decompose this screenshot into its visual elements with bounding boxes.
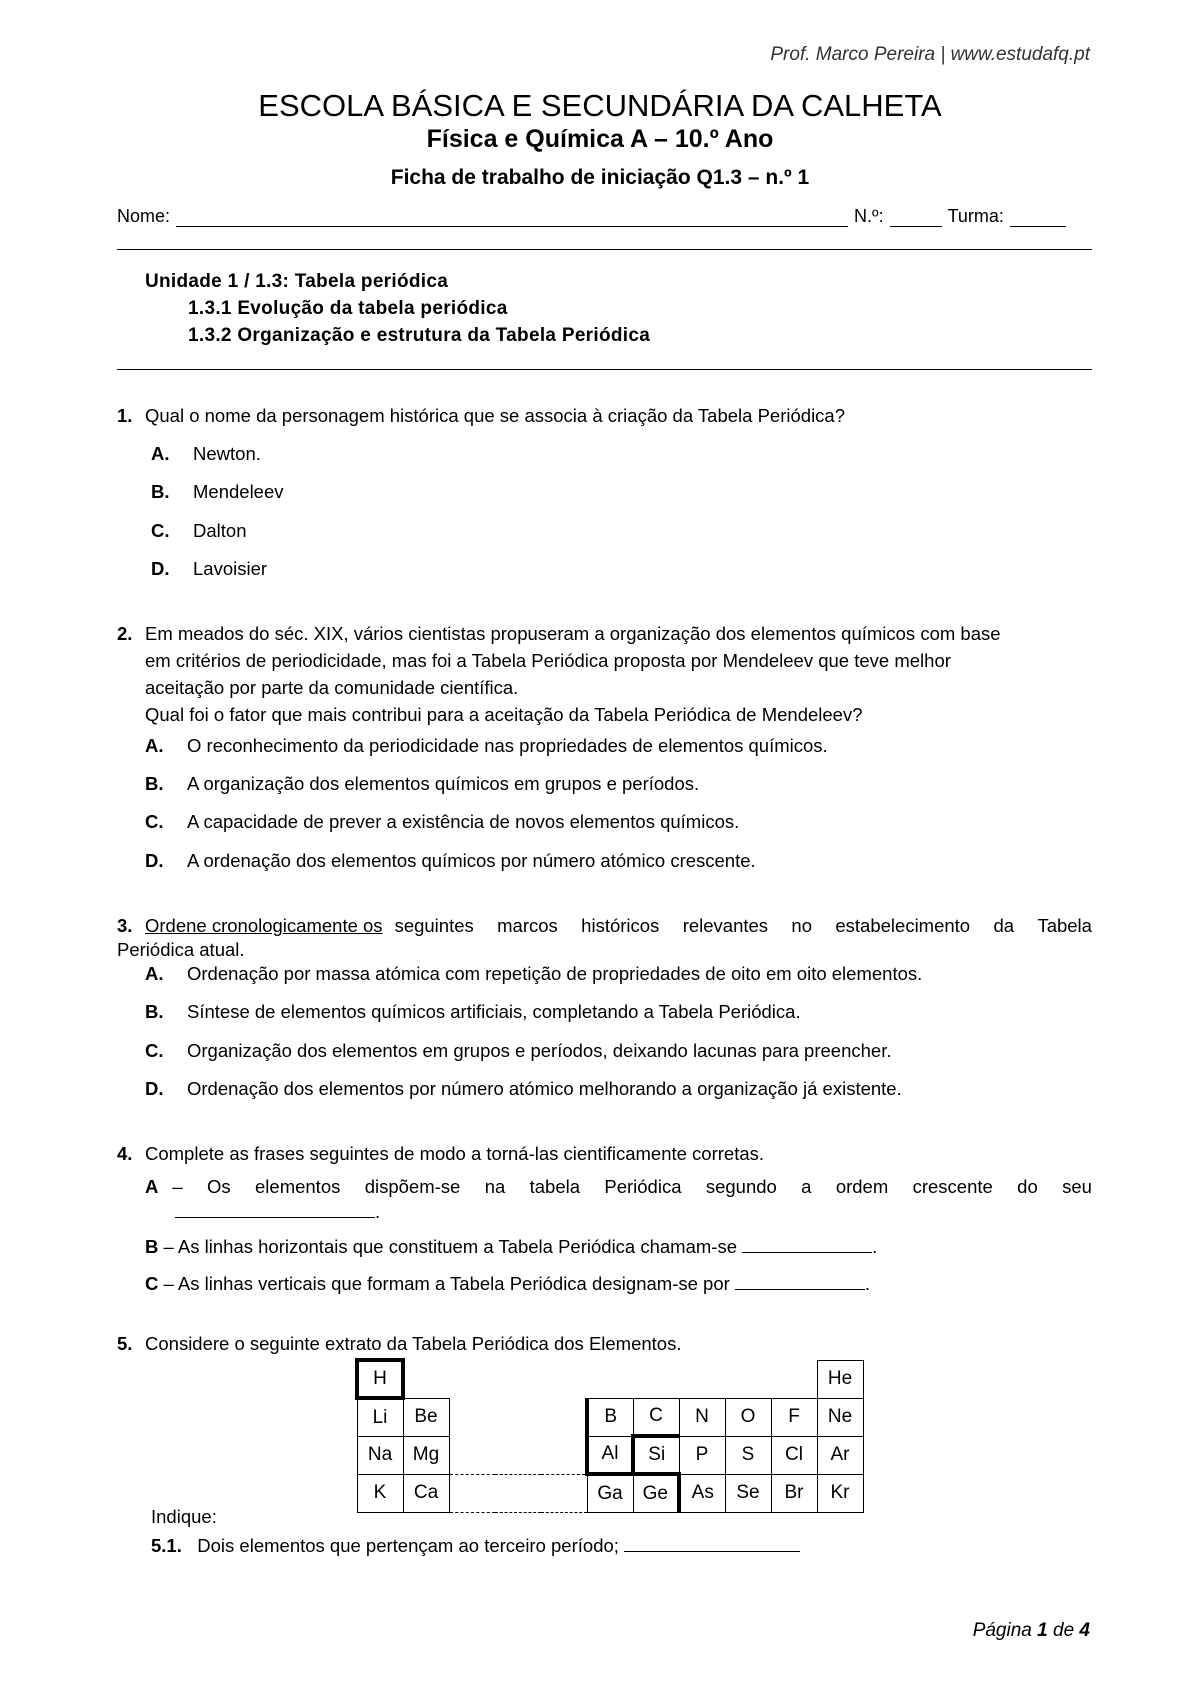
q2-option-c[interactable]: C. A capacidade de prever a existência de novos elementos químicos. xyxy=(145,811,740,832)
number-label: N.º: xyxy=(854,206,884,226)
question-number: 3. xyxy=(117,915,133,936)
question-2 xyxy=(117,620,1092,728)
question-text-line: em critérios de periodicidade, mas foi a Tabela Periódica proposta por Mendeleev que teve melhor xyxy=(145,650,951,671)
question-text: seguintes marcos históricos relevantes no estabelecimento da Tabela xyxy=(394,915,1092,936)
class-field[interactable] xyxy=(1010,208,1066,227)
element-P: P xyxy=(679,1436,725,1474)
question-5-1: 5.1. Dois elementos que pertençam ao terceiro período; xyxy=(151,1534,800,1557)
q4-sentence-a: A – Os elementos dispõem-se na tabela Periódica segundo a ordem crescente do seu . xyxy=(145,1176,1092,1222)
question-number: 2. xyxy=(117,623,133,644)
q3-option-d[interactable]: D. Ordenação dos elementos por número atómico melhorando a organização já existente. xyxy=(145,1078,902,1099)
class-label: Turma: xyxy=(947,206,1004,226)
question-text: Considere o seguinte extrato da Tabela Periódica dos Elementos. xyxy=(145,1333,682,1354)
element-Na: Na xyxy=(357,1436,403,1474)
question-text: Complete as frases seguintes de modo a torná-las cientificamente corretas. xyxy=(145,1143,765,1164)
q3-option-b[interactable]: B. Síntese de elementos químicos artificiais, completando a Tabela Periódica. xyxy=(145,1001,801,1022)
element-C: C xyxy=(633,1398,679,1436)
name-label: Nome: xyxy=(117,206,171,226)
question-emphasis: Ordene cronologicamente os xyxy=(145,915,383,936)
unit-title: Unidade 1 / 1.3: Tabela periódica xyxy=(145,271,449,292)
element-K: K xyxy=(357,1474,403,1512)
element-Ca: Ca xyxy=(403,1474,449,1512)
q2-option-d[interactable]: D. A ordenação dos elementos químicos por número atómico crescente. xyxy=(145,850,756,871)
name-field[interactable] xyxy=(176,208,848,227)
q4-sentence-b: B – As linhas horizontais que constituem a Tabela Periódica chamam-se . xyxy=(145,1236,878,1257)
sheet-title: Ficha de trabalho de iniciação Q1.3 – n.º 1 xyxy=(390,166,810,189)
divider xyxy=(117,249,1092,250)
element-Se: Se xyxy=(725,1474,771,1512)
question-text-line: Periódica atual. xyxy=(117,939,245,960)
page-total: 4 xyxy=(1079,1620,1090,1641)
question-5 xyxy=(117,1330,1092,1357)
page-footer: Página 1 de 4 xyxy=(972,1620,1090,1641)
question-number: 4. xyxy=(117,1143,133,1164)
unit-sub1: 1.3.1 Evolução da tabela periódica xyxy=(188,298,508,319)
q1-option-a[interactable]: A. Newton. xyxy=(151,443,261,464)
question-1 xyxy=(117,402,1092,429)
element-Mg: Mg xyxy=(403,1436,449,1474)
q1-option-b[interactable]: B. Mendeleev xyxy=(151,481,284,502)
q4-sentence-c: C – As linhas verticais que formam a Tabela Periódica designam-se por . xyxy=(145,1273,871,1294)
indique-label: Indique: xyxy=(151,1506,217,1527)
q1-option-c[interactable]: C. Dalton xyxy=(151,520,247,541)
element-Kr: Kr xyxy=(817,1474,863,1512)
element-Li: Li xyxy=(357,1398,403,1436)
school-title: ESCOLA BÁSICA E SECUNDÁRIA DA CALHETA xyxy=(258,88,942,123)
divider xyxy=(117,369,1092,370)
question-number: 5. xyxy=(117,1333,133,1354)
question-4 xyxy=(117,1140,1092,1167)
element-As: As xyxy=(679,1474,725,1512)
page-number: 1 xyxy=(1037,1620,1048,1641)
answer-blank-5-1[interactable] xyxy=(624,1534,800,1552)
answer-blank-b[interactable] xyxy=(742,1235,872,1253)
unit-sub2: 1.3.2 Organização e estrutura da Tabela Periódica xyxy=(188,325,651,346)
question-text-line: Em meados do séc. XIX, vários cientistas propuseram a organização dos elementos químicos com base xyxy=(145,623,1001,644)
q3-option-c[interactable]: C. Organização dos elementos em grupos e períodos, deixando lacunas para preencher. xyxy=(145,1040,892,1061)
q3-option-a[interactable]: A. Ordenação por massa atómica com repetição de propriedades de oito em oito elementos. xyxy=(145,963,923,984)
element-B: B xyxy=(587,1398,633,1436)
q2-option-b[interactable]: B. A organização dos elementos químicos em grupos e períodos. xyxy=(145,773,700,794)
element-Ga: Ga xyxy=(587,1474,633,1512)
element-H: H xyxy=(357,1360,403,1398)
q1-option-d[interactable]: D. Lavoisier xyxy=(151,558,268,579)
element-Be: Be xyxy=(403,1398,449,1436)
answer-blank-a[interactable] xyxy=(175,1200,375,1218)
element-Al: Al xyxy=(587,1436,633,1474)
q2-option-a[interactable]: A. O reconhecimento da periodicidade nas propriedades de elementos químicos. xyxy=(145,735,828,756)
element-Ar: Ar xyxy=(817,1436,863,1474)
subject-title: Física e Química A – 10.º Ano xyxy=(426,125,774,153)
unit-block xyxy=(145,268,650,349)
element-Br: Br xyxy=(771,1474,817,1512)
question-text-line: Qual foi o fator que mais contribui para a aceitação da Tabela Periódica de Mendeleev? xyxy=(145,704,863,725)
element-Cl: Cl xyxy=(771,1436,817,1474)
periodic-table-extract xyxy=(355,1358,864,1513)
question-number: 1. xyxy=(117,405,133,426)
element-Ge: Ge xyxy=(633,1474,679,1512)
element-S: S xyxy=(725,1436,771,1474)
element-Si: Si xyxy=(633,1436,679,1474)
question-3 xyxy=(117,912,1092,963)
student-info-line xyxy=(117,206,1092,227)
author-header: Prof. Marco Pereira | www.estudafq.pt xyxy=(770,44,1090,65)
element-He: He xyxy=(817,1360,863,1398)
element-O: O xyxy=(725,1398,771,1436)
question-text: Qual o nome da personagem histórica que se associa à criação da Tabela Periódica? xyxy=(145,405,846,426)
question-text-line: aceitação por parte da comunidade científica. xyxy=(145,677,519,698)
element-F: F xyxy=(771,1398,817,1436)
answer-blank-c[interactable] xyxy=(735,1272,865,1290)
element-N: N xyxy=(679,1398,725,1436)
element-Ne: Ne xyxy=(817,1398,863,1436)
number-field[interactable] xyxy=(890,208,942,227)
